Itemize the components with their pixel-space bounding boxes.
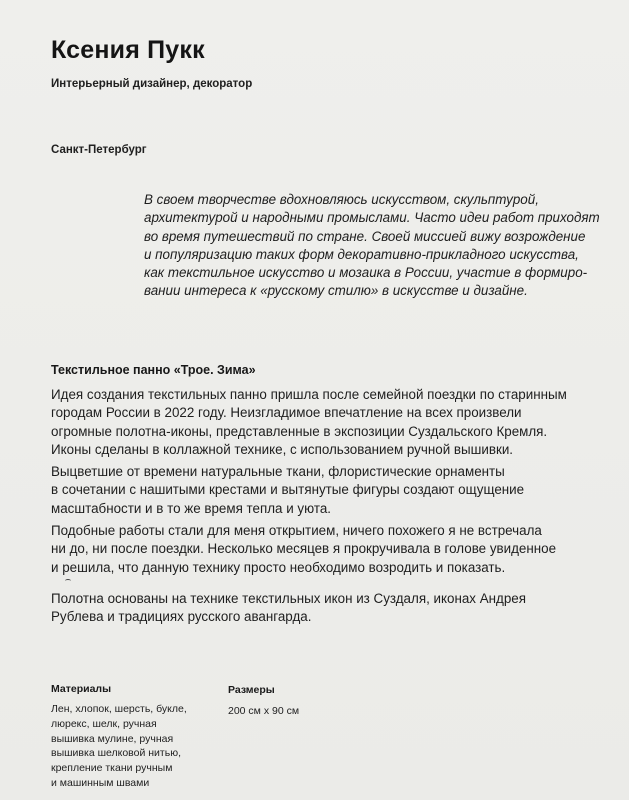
paragraph-line: Полотна основаны на технике текстильных икон из Суздаля, иконах Андрея — [51, 591, 526, 606]
statement-line: вании интереса к «русскому стилю» в искусстве и дизайне. — [144, 283, 528, 299]
statement-line: В своем творчестве вдохновляюсь искусством, скульптурой, — [144, 192, 539, 207]
materials-line: и машинным швами — [51, 776, 150, 789]
paragraph-line: и решила, что данную технику просто необходимо возродить и показать. — [51, 559, 506, 575]
paragraph-line: ни до, ни после поездки. Несколько месяцев я прокручивала в голове увиденное — [51, 541, 557, 557]
paragraph-line: Иконы сделаны в коллажной технике, с использованием ручной вышивки. — [51, 441, 514, 457]
paragraph-line: огромные полотна-иконы, представленные в экспозиции Суздальского Кремля. — [51, 423, 548, 439]
paragraph-line: Выцветшие от времени натуральные ткани, флористические орнаменты — [51, 464, 505, 479]
paragraph-line: в сочетании с нашитыми крестами и вытянутые фигуры создают ощущение — [51, 482, 525, 498]
materials-line: крепление ткани ручным — [51, 762, 173, 775]
materials-line: Лен, хлопок, шерсть, букле, — [51, 703, 187, 715]
paragraph-line: Подобные работы стали для меня открытием, ничего похожего я не встречала — [51, 523, 542, 538]
artist-city: Санкт-Петербург — [51, 144, 147, 156]
materials-line: вышивка шелковой нитью, — [51, 747, 181, 760]
artwork-paragraph-3 — [51, 522, 611, 577]
artwork-title: Текстильное панно «Трое. Зима» — [51, 363, 256, 377]
statement-line: как текстильное искусство и мозаика в России, участие в формиро- — [144, 265, 588, 281]
paragraph-line: масштабности и в то же время тепла и уюта. — [51, 500, 332, 516]
paragraph-line: Идея создания текстильных панно пришла после семейной поездки по старинным — [51, 387, 567, 402]
artist-role: Интерьерный дизайнер, декоратор — [51, 78, 253, 90]
dimensions-value: 200 см х 90 см — [228, 705, 300, 717]
statement-line: и популяризацию таких форм декоративно-прикладного искусства, — [144, 246, 579, 262]
artwork-paragraph-2 — [51, 463, 611, 518]
materials-line: вышивка мулине, ручная — [51, 732, 174, 745]
materials-list — [51, 702, 221, 791]
print-speck — [65, 579, 71, 583]
materials-line: люрекс, шелк, ручная — [51, 717, 157, 730]
artwork-paragraph-4 — [51, 590, 611, 627]
statement-line: во время путешествий по стране. Своей миссией вижу возрождение — [144, 228, 586, 244]
paragraph-line: городам России в 2022 году. Неизгладимое впечатление на всех произвели — [51, 405, 522, 421]
artist-name: Ксения Пукк — [51, 36, 205, 64]
dimensions-label: Размеры — [228, 684, 275, 696]
materials-label: Материалы — [51, 683, 112, 695]
artwork-paragraph-1 — [51, 386, 611, 459]
artist-statement — [144, 191, 604, 301]
paragraph-line: Рублева и традициях русского авангарда. — [51, 609, 312, 625]
statement-line: архитектурой и народными промыслами. Часто идеи работ приходят — [144, 210, 600, 226]
